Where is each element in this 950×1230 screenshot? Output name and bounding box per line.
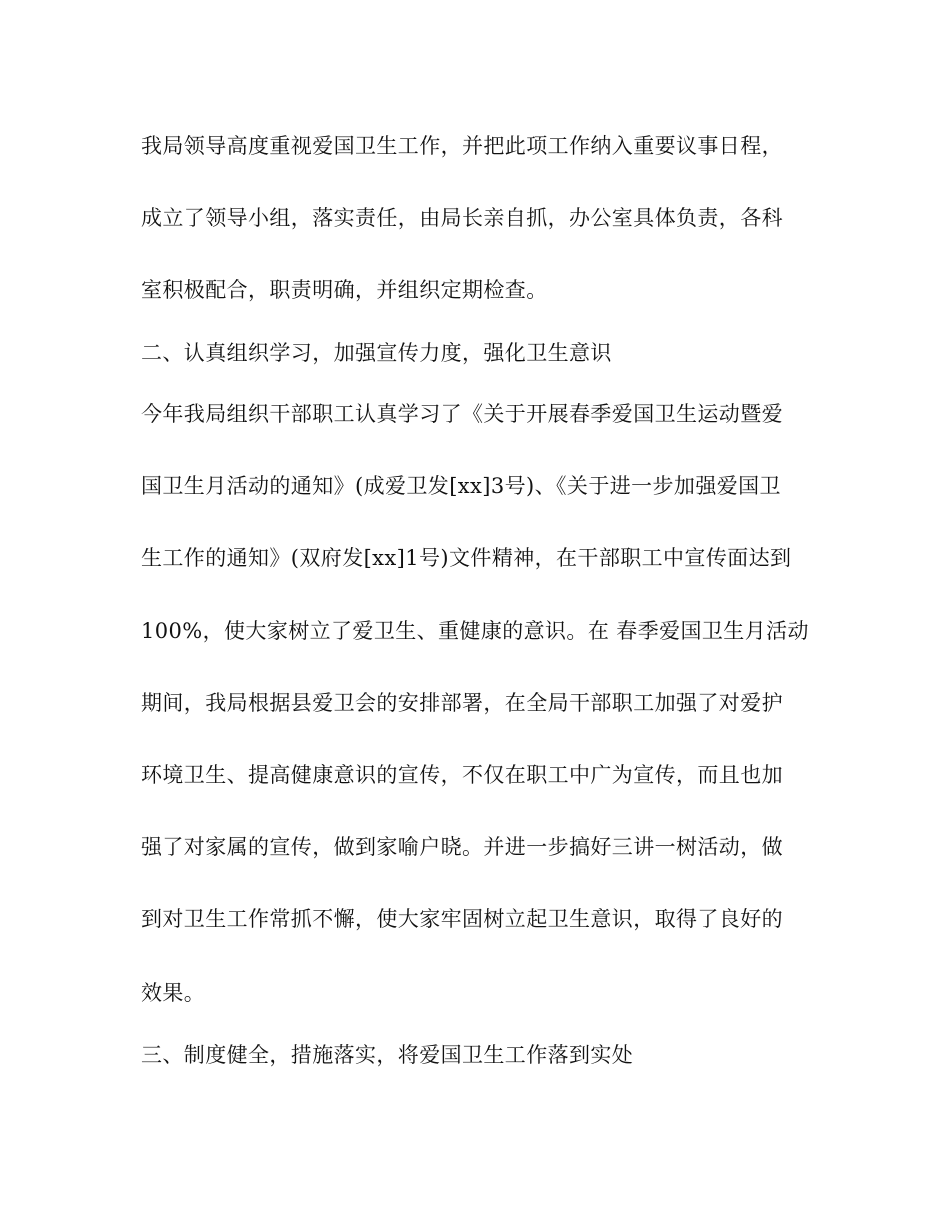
paragraph-line-7: 生工作的通知》(双府发[xx]1号)文件精神，在干部职工中宣传面达到 <box>141 546 792 570</box>
section-heading-2: 二、认真组织学习，加强宣传力度，强化卫生意识 <box>141 341 612 365</box>
paragraph-line-13: 效果。 <box>141 981 206 1005</box>
paragraph-line-5: 今年我局组织干部职工认真学习了《关于开展春季爱国卫生运动暨爱 <box>141 402 783 426</box>
paragraph-line-11: 强了对家属的宣传，做到家喻户晓。并进一步搞好三讲一树活动，做 <box>141 835 783 859</box>
paragraph-line-6: 国卫生月活动的通知》(成爱卫发[xx]3号)、《关于进一步加强爱国卫 <box>141 474 781 498</box>
paragraph-line-2: 成立了领导小组，落实责任，由局长亲自抓，办公室具体负责，各科 <box>141 206 783 230</box>
section-heading-3: 三、制度健全，措施落实，将爱国卫生工作落到实处 <box>141 1043 634 1067</box>
paragraph-line-3: 室积极配合，职责明确，并组织定期检查。 <box>141 278 548 302</box>
paragraph-line-10: 环境卫生、提高健康意识的宣传，不仅在职工中广为宣传，而且也加 <box>141 763 783 787</box>
paragraph-line-1: 我局领导高度重视爱国卫生工作，并把此项工作纳入重要议事日程， <box>141 134 783 158</box>
paragraph-line-9: 期间，我局根据县爱卫会的安排部署，在全局干部职工加强了对爱护 <box>141 691 783 715</box>
paragraph-line-12: 到对卫生工作常抓不懈，使大家牢固树立起卫生意识，取得了良好的 <box>141 907 783 931</box>
paragraph-line-8: 100%，使大家树立了爱卫生、重健康的意识。在 春季爱国卫生月活动 <box>141 619 809 643</box>
